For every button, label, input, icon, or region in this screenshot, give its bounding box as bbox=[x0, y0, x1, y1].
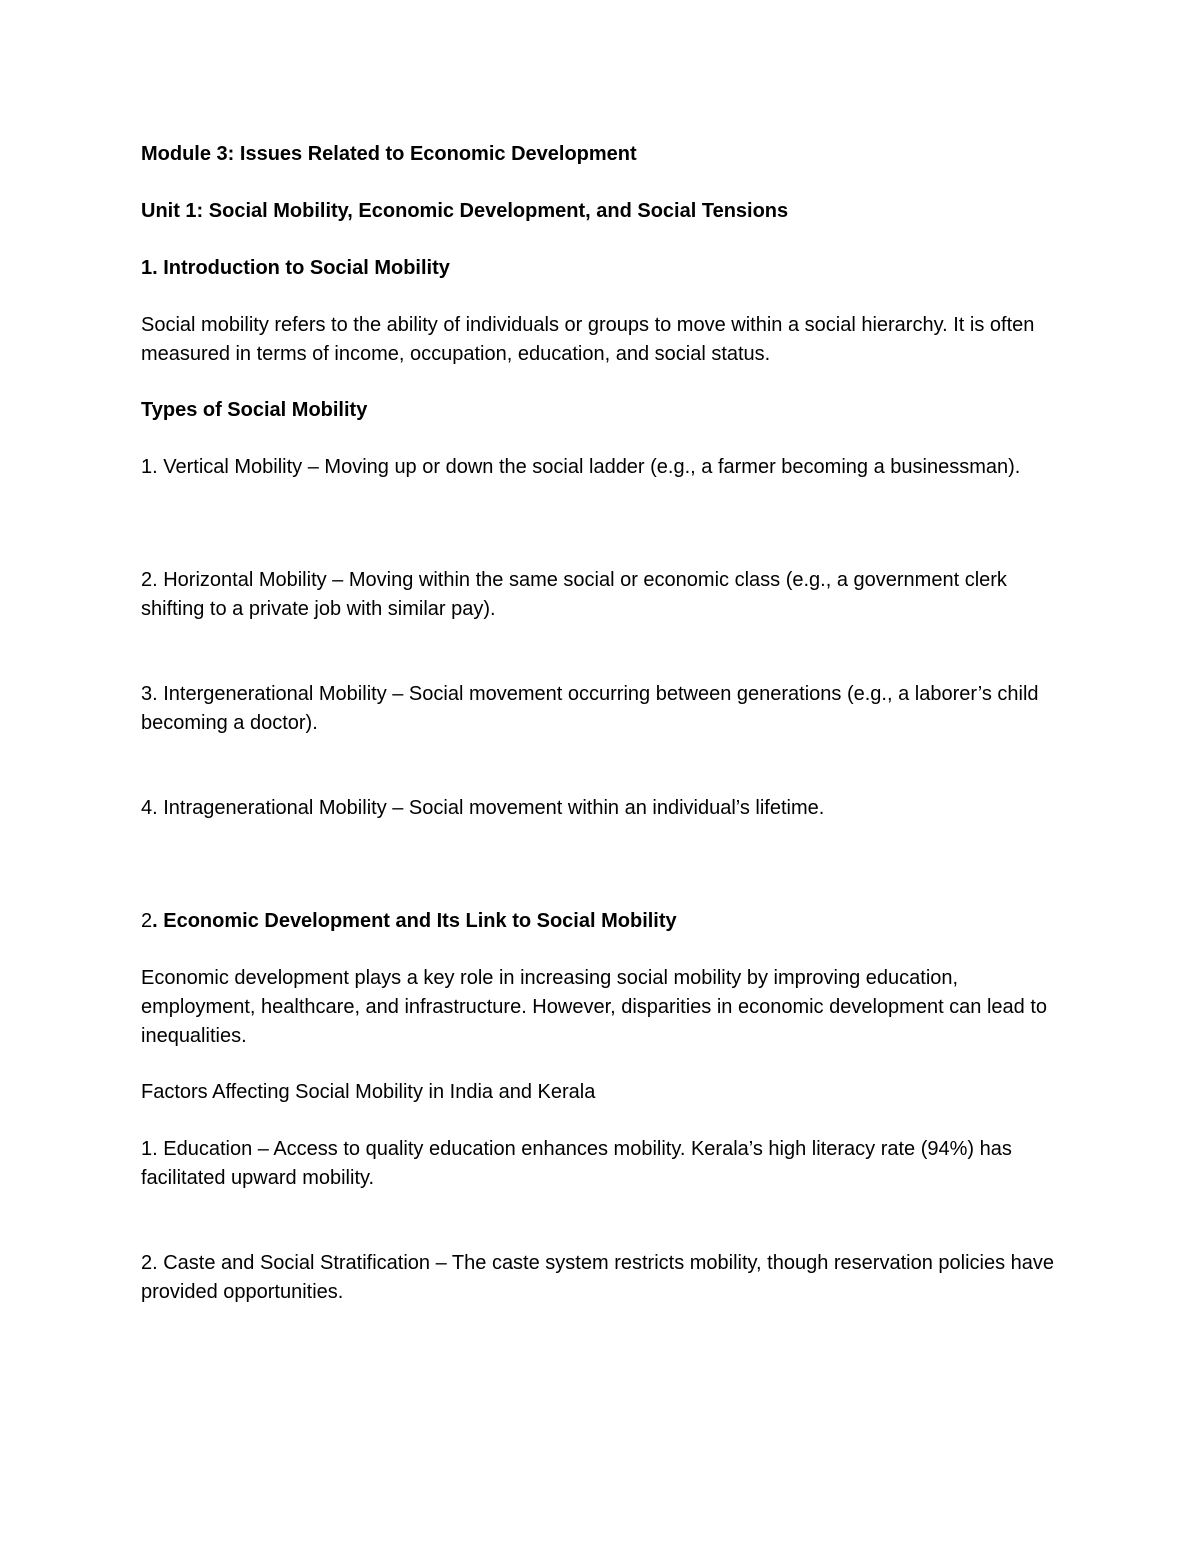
unit-title: Unit 1: Social Mobility, Economic Development, and Social Tensions bbox=[141, 200, 789, 222]
list-item-horizontal-mobility: 2. Horizontal Mobility – Moving within the same social or economic class (e.g., a government clerk shifting to a private job with similar pay). bbox=[141, 569, 1007, 620]
section2-heading-number: 2 bbox=[141, 910, 153, 932]
section1-heading: 1. Introduction to Social Mobility bbox=[141, 257, 450, 279]
section2-heading bbox=[141, 907, 1071, 936]
section1-paragraph: Social mobility refers to the ability of individuals or groups to move within a social hierarchy. It is often measured in terms of income, occupation, education, and social status. bbox=[141, 314, 1035, 365]
section2-heading-text: . Economic Development and Its Link to Social Mobility bbox=[152, 910, 677, 932]
types-heading: Types of Social Mobility bbox=[141, 399, 368, 421]
list-item-intergenerational-mobility: 3. Intergenerational Mobility – Social movement occurring between generations (e.g., a laborer’s child becoming a doctor). bbox=[141, 683, 1039, 734]
list-item-education: 1. Education – Access to quality education enhances mobility. Kerala’s high literacy rate (94%) has facilitated upward mobility. bbox=[141, 1138, 1012, 1189]
section2-paragraph: Economic development plays a key role in increasing social mobility by improving education, employment, healthcare, and infrastructure. However, disparities in economic development can lead to inequalities. bbox=[141, 967, 1048, 1047]
list-item-intragenerational-mobility: 4. Intragenerational Mobility – Social movement within an individual’s lifetime. bbox=[141, 797, 825, 819]
list-item-caste: 2. Caste and Social Stratification – The caste system restricts mobility, though reservation policies have provided opportunities. bbox=[141, 1252, 1055, 1303]
module-title: Module 3: Issues Related to Economic Development bbox=[141, 143, 637, 165]
factors-heading: Factors Affecting Social Mobility in India and Kerala bbox=[141, 1081, 596, 1103]
list-item-vertical-mobility: 1. Vertical Mobility – Moving up or down the social ladder (e.g., a farmer becoming a businessman). bbox=[141, 456, 1021, 478]
